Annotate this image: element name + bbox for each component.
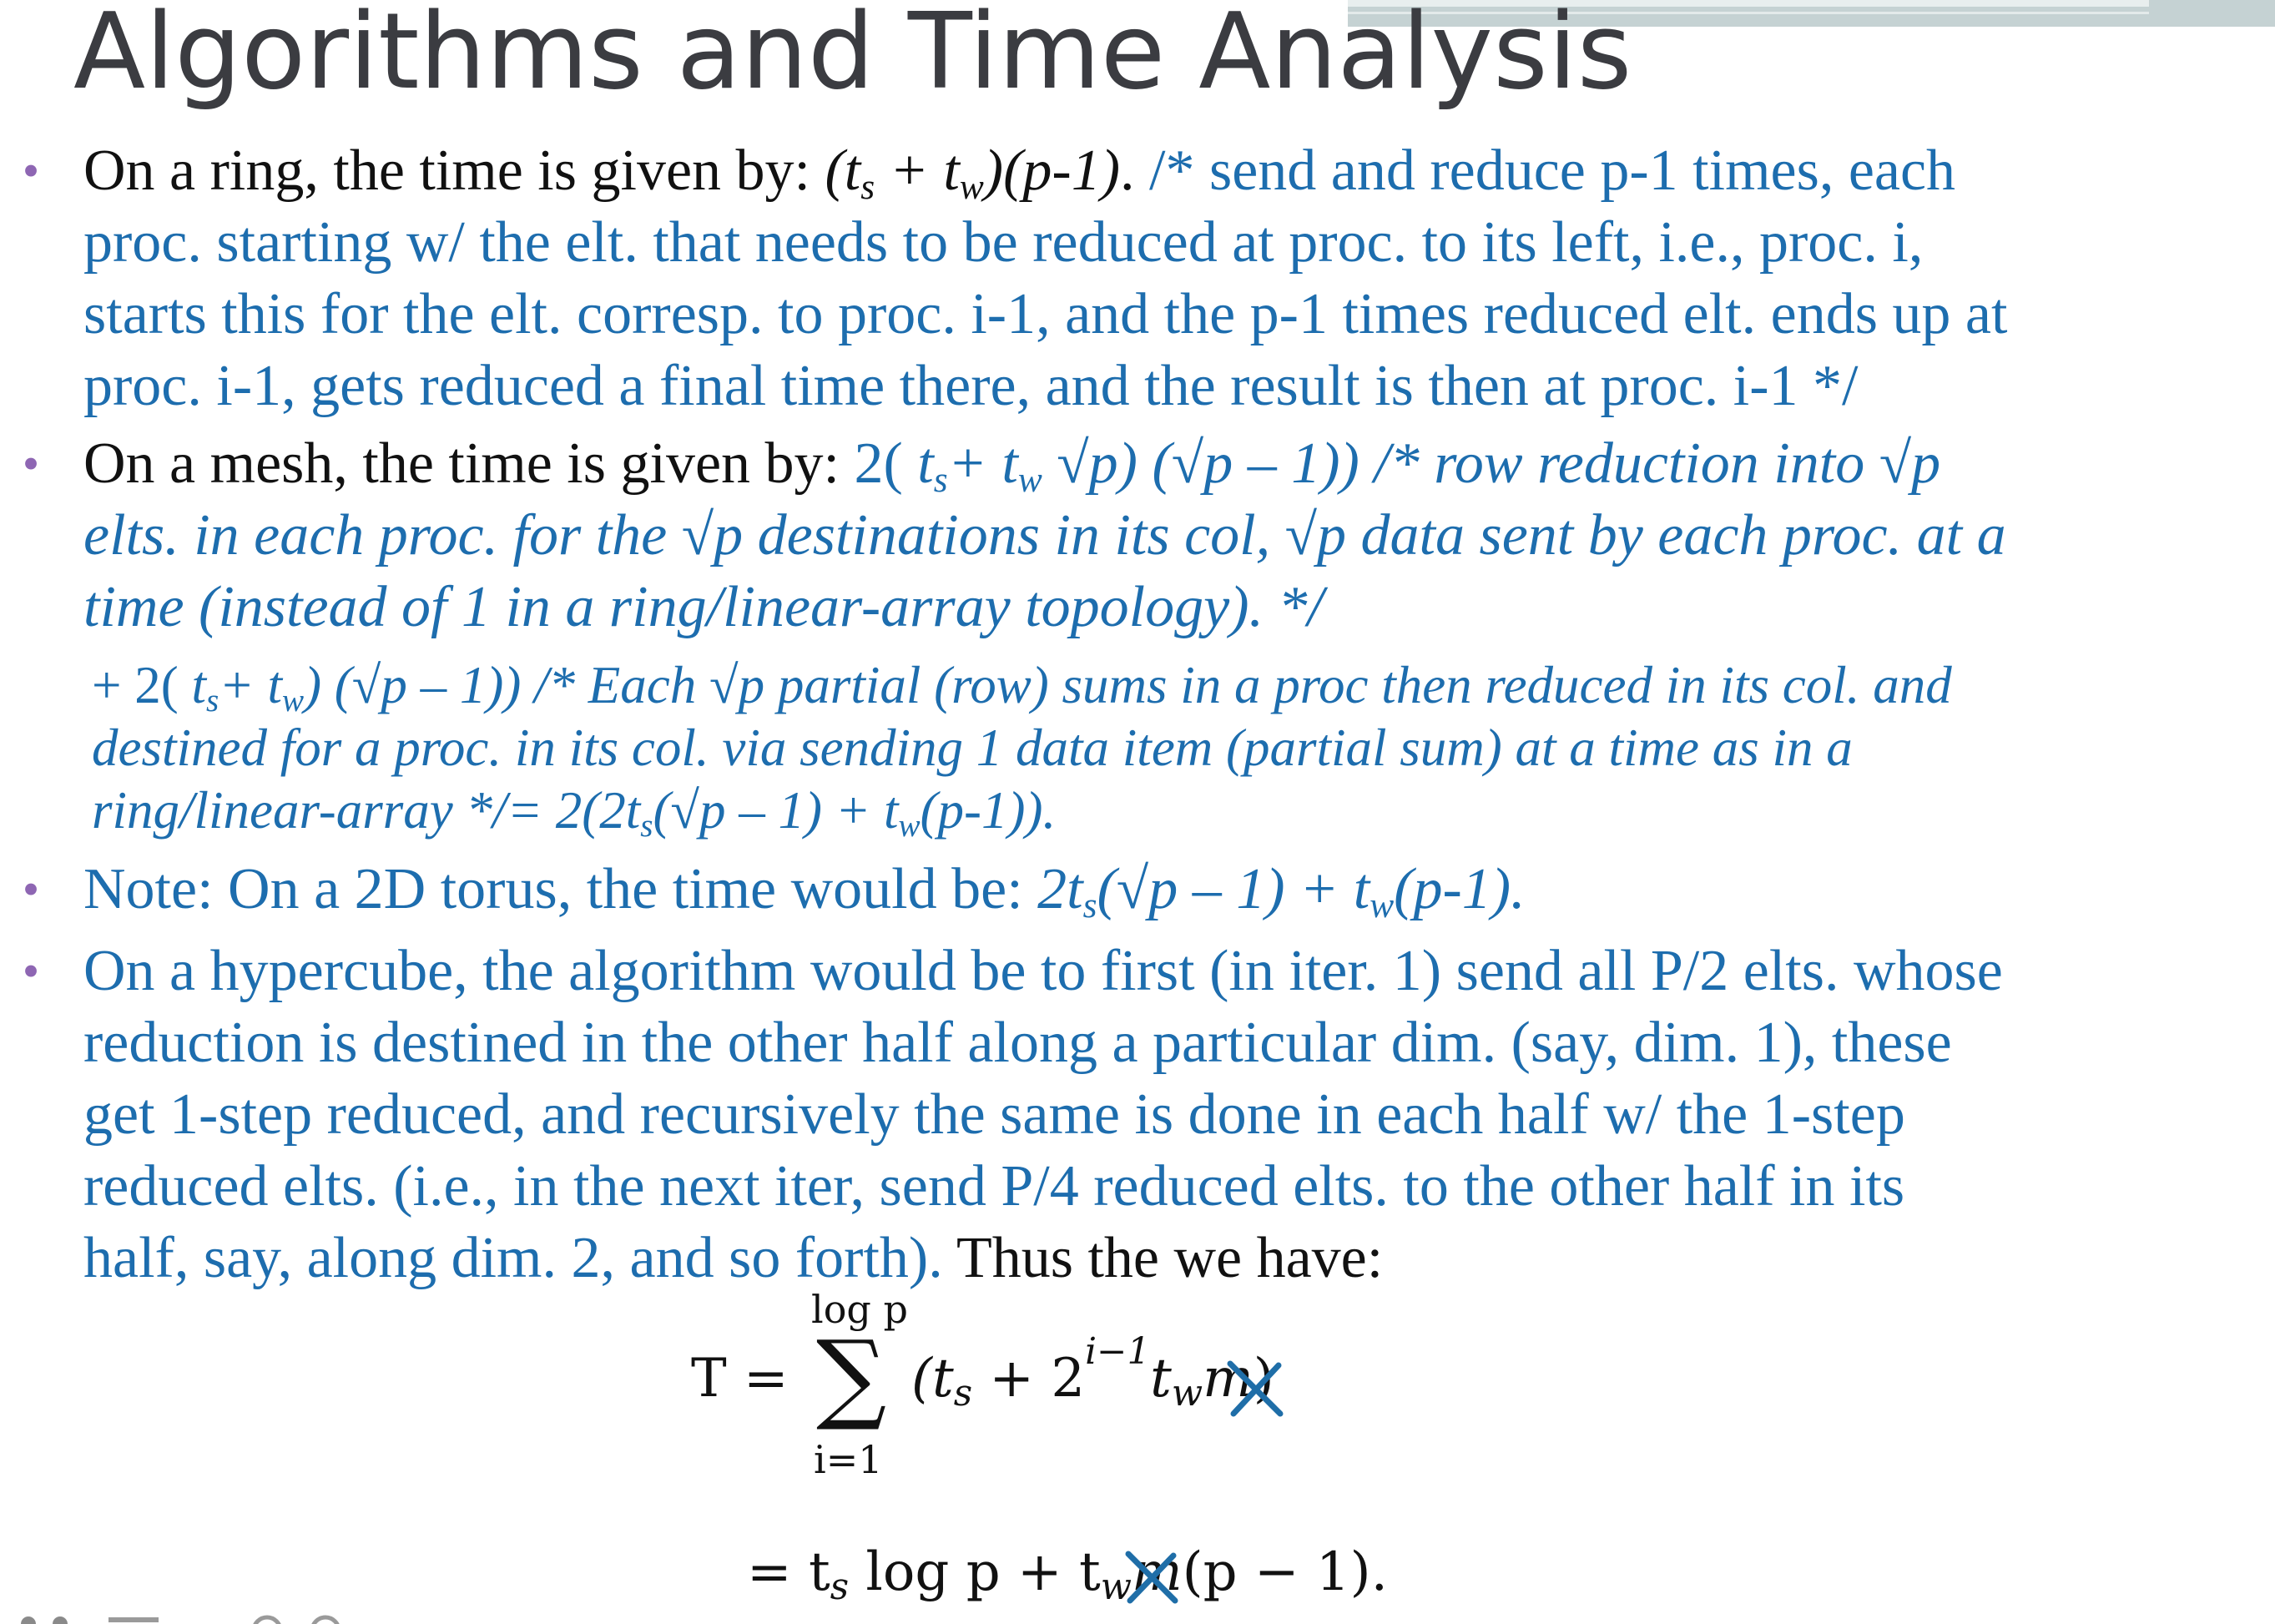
sub-line-1: + 2( $t_s+ t_w$) (√p – 1)) /* Each √p partial (row) sums in a proc then reduced in its col. and [92,656,1952,719]
sum-upper-limit: log p [811,1287,908,1332]
sum-term: $(t_s + 2^{i-1}t_wm)$ [911,1331,1274,1415]
bullet-dot: • [22,862,40,916]
slide-title: Algorithms and Time Analysis [73,0,1632,113]
sigma-symbol: ∑ [816,1319,887,1434]
bullet-dot: • [22,144,40,198]
bullet-2-line-3: time (instead of 1 in a ring/linear-array topology). */ [83,575,1324,639]
eq-line-2: = $t_s$ $\log p + t_wm(p - 1)$. [747,1541,1388,1608]
sub-line-2: destined for a proc. in its col. via sending 1 data item (partial sum) at a time as in a [92,719,1853,777]
bullet-2-line-2: elts. in each proc. for the √p destinations in its col, √p data sent by each proc. at a [83,503,2006,567]
bullet-3-line-1: Note: On a 2D torus, the time would be: $2t_s(√p - 1) + t_w(p-1)$. [83,857,1526,925]
bullet-dot: • [22,944,40,998]
eq-lhs: T = [691,1348,789,1410]
bullet-1-line-4: proc. i-1, gets reduced a final time there, and the result is then at proc. i-1 */ [83,354,1859,418]
bullet-1-line-1: On a ring, the time is given by: $(t_s + t_w)(p-1)$. /* send and reduce p-1 times, each [83,139,1956,207]
sub-line-3: ring/linear-array */= $2(2t_s(√p - 1) + t_w(p-1))$. [92,781,1057,844]
bullet-4-line-2: reduction is destined in the other half along a particular dim. (say, dim. 1), these [83,1011,1952,1075]
bullet-4-line-5: half, say, along dim. 2, and so forth). Thus the we have: [83,1226,1384,1290]
cross-out-icon [1123,1549,1180,1606]
bullet-4-line-1: On a hypercube, the algorithm would be to first (in iter. 1) send all P/2 elts. whose [83,939,2003,1003]
sum-lower-limit: i=1 [814,1437,883,1482]
bullet-1-line-3: starts this for the elt. corresp. to proc. i-1, and the p-1 times reduced elt. ends up at [83,282,2008,346]
bullet-4-line-3: get 1-step reduced, and recursively the same is done in each half w/ the 1-step [83,1082,1905,1147]
bullet-1-line-2: proc. starting w/ the elt. that needs to be reduced at proc. to its left, i.e., proc. i, [83,210,1924,275]
bullet-dot: • [22,436,40,491]
cross-out-icon [1225,1359,1285,1419]
bullet-4-line-4: reduced elts. (i.e., in the next iter, send P/4 reduced elts. to the other half in its [83,1154,1905,1218]
bullet-2-line-1: On a mesh, the time is given by: 2( $t_s+ t_w$ √p) (√p – 1)) /* row reduction into √p [83,431,1941,500]
toolbar-icons-partial [17,1606,367,1624]
